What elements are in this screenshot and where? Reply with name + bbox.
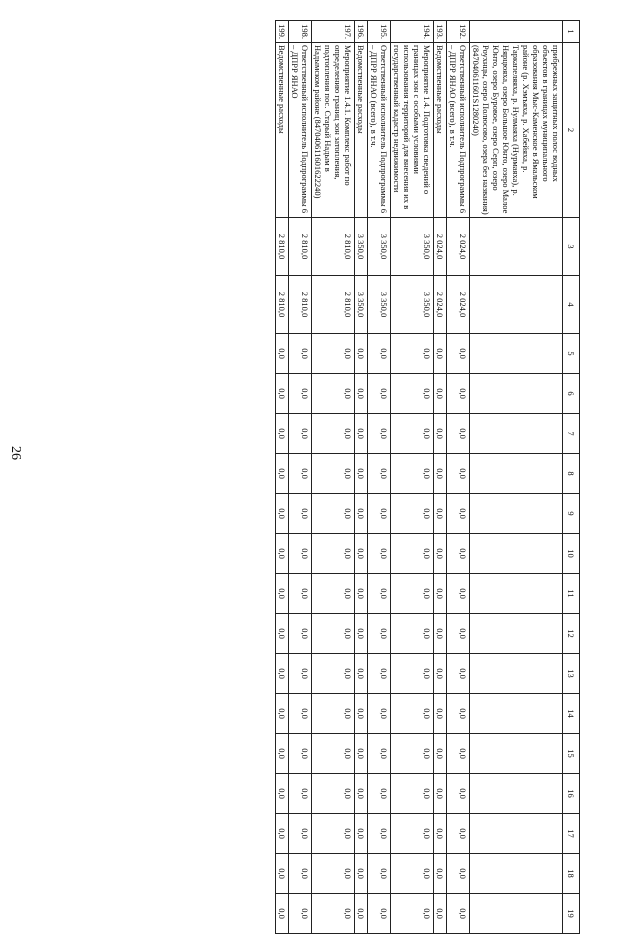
year-value: 0,0: [312, 894, 355, 934]
year-value: 0,0: [276, 654, 289, 694]
year-value: 2 024,0: [434, 276, 447, 334]
column-header: 18: [563, 854, 580, 894]
year-value: 0,0: [355, 494, 368, 534]
year-value: 0,0: [368, 334, 391, 374]
year-value: 0,0: [312, 654, 355, 694]
year-value: 0,0: [276, 734, 289, 774]
year-value: 2 810,0: [312, 276, 355, 334]
row-number: 194.: [391, 21, 434, 43]
year-value: 0,0: [391, 334, 434, 374]
year-value: 0,0: [355, 894, 368, 934]
year-value: 0,0: [447, 694, 470, 734]
page-number: 26: [8, 445, 23, 460]
year-value: 0,0: [434, 334, 447, 374]
column-header: 2: [563, 43, 580, 218]
row-number: 199.: [276, 21, 289, 43]
column-header: 6: [563, 374, 580, 414]
year-value: 0,0: [276, 774, 289, 814]
year-value: 3 350,0: [355, 276, 368, 334]
year-value: 0,0: [276, 334, 289, 374]
year-value: [470, 774, 563, 814]
year-value: 0,0: [391, 774, 434, 814]
year-value: 0,0: [289, 534, 312, 574]
year-value: 0,0: [312, 734, 355, 774]
year-value: 0,0: [391, 814, 434, 854]
year-value: 0,0: [289, 854, 312, 894]
year-value: 0,0: [368, 494, 391, 534]
column-header: 13: [563, 654, 580, 694]
year-value: 0,0: [289, 334, 312, 374]
year-value: 0,0: [434, 734, 447, 774]
year-value: 0,0: [434, 374, 447, 414]
header-row: [563, 21, 580, 934]
year-value: 0,0: [312, 814, 355, 854]
year-value: 0,0: [355, 414, 368, 454]
year-value: 0,0: [312, 574, 355, 614]
year-value: 0,0: [289, 734, 312, 774]
row-description: Ответственный исполнитель Подпрограммы 6 – ДПРР ЯНАО: [289, 43, 312, 218]
year-value: 0,0: [289, 694, 312, 734]
table-row: [355, 21, 368, 934]
row-number: 196.: [355, 21, 368, 43]
year-value: 3 350,0: [391, 276, 434, 334]
year-value: 0,0: [289, 454, 312, 494]
row-number: 195.: [368, 21, 391, 43]
year-value: 0,0: [312, 334, 355, 374]
total-value: 2 810,0: [276, 218, 289, 276]
year-value: 0,0: [434, 894, 447, 934]
row-description: Ответственный исполнитель Подпрограммы 6 – ДПРР ЯНАО (всего), в т.ч.: [447, 43, 470, 218]
column-header: 5: [563, 334, 580, 374]
year-value: 0,0: [276, 694, 289, 734]
year-value: 0,0: [289, 414, 312, 454]
table-row: [312, 21, 355, 934]
year-value: 0,0: [355, 654, 368, 694]
year-value: 0,0: [312, 494, 355, 534]
year-value: 0,0: [289, 774, 312, 814]
year-value: 0,0: [447, 854, 470, 894]
year-value: 3 350,0: [368, 276, 391, 334]
year-value: [470, 734, 563, 774]
year-value: 0,0: [312, 614, 355, 654]
year-value: 0,0: [368, 814, 391, 854]
total-value: 3 350,0: [391, 218, 434, 276]
year-value: 0,0: [368, 574, 391, 614]
year-value: 2 810,0: [289, 276, 312, 334]
year-value: 0,0: [355, 814, 368, 854]
year-value: [470, 454, 563, 494]
year-value: 0,0: [434, 614, 447, 654]
year-value: 0,0: [289, 814, 312, 854]
year-value: 0,0: [434, 854, 447, 894]
year-value: 0,0: [312, 454, 355, 494]
year-value: 0,0: [391, 734, 434, 774]
year-value: 0,0: [276, 574, 289, 614]
year-value: 0,0: [355, 774, 368, 814]
year-value: 0,0: [312, 414, 355, 454]
year-value: 0,0: [355, 734, 368, 774]
year-value: 0,0: [276, 534, 289, 574]
row-number: 192.: [447, 21, 470, 43]
year-value: 0,0: [368, 654, 391, 694]
year-value: 0,0: [368, 454, 391, 494]
year-value: 0,0: [289, 374, 312, 414]
year-value: 0,0: [368, 374, 391, 414]
year-value: 0,0: [447, 894, 470, 934]
year-value: 0,0: [276, 494, 289, 534]
year-value: 0,0: [289, 654, 312, 694]
year-value: 0,0: [355, 694, 368, 734]
row-number: 193.: [434, 21, 447, 43]
year-value: 0,0: [355, 614, 368, 654]
year-value: 0,0: [447, 374, 470, 414]
year-value: 0,0: [391, 574, 434, 614]
year-value: 0,0: [289, 614, 312, 654]
year-value: 0,0: [434, 814, 447, 854]
year-value: [470, 654, 563, 694]
year-value: 0,0: [276, 854, 289, 894]
row-description: Мероприятие 1.4. Подготовка сведений о границах зон с особыми условиями использования территорий для внесения их в государственный кадастр недвижимости: [391, 43, 434, 218]
year-value: 0,0: [355, 574, 368, 614]
year-value: [470, 494, 563, 534]
column-header: 9: [563, 494, 580, 534]
year-value: [470, 574, 563, 614]
year-value: 0,0: [434, 494, 447, 534]
total-value: [470, 218, 563, 276]
table-row: [470, 21, 563, 934]
year-value: 0,0: [391, 414, 434, 454]
row-number: 197.: [312, 21, 355, 43]
year-value: 0,0: [434, 574, 447, 614]
year-value: 0,0: [368, 694, 391, 734]
year-value: 0,0: [355, 334, 368, 374]
column-header: 1: [563, 21, 580, 43]
column-header: 16: [563, 774, 580, 814]
year-value: 0,0: [447, 574, 470, 614]
year-value: 0,0: [312, 854, 355, 894]
row-description: Ведомственные расходы: [434, 43, 447, 218]
year-value: 0,0: [391, 654, 434, 694]
column-header: 17: [563, 814, 580, 854]
year-value: 0,0: [355, 454, 368, 494]
table-row: [368, 21, 391, 934]
year-value: 0,0: [447, 614, 470, 654]
column-header: 3: [563, 218, 580, 276]
year-value: [470, 276, 563, 334]
table-row: [434, 21, 447, 934]
row-description: Мероприятие 1.4.1. Комплекс работ по определению границ зон затопления, подтопления пос. Старый Надым в Надымском районе (847040611601622240): [312, 43, 355, 218]
year-value: 0,0: [368, 854, 391, 894]
table-row: [276, 21, 289, 934]
year-value: 0,0: [391, 494, 434, 534]
total-value: 2 024,0: [447, 218, 470, 276]
year-value: 0,0: [434, 414, 447, 454]
year-value: [470, 894, 563, 934]
column-header: 15: [563, 734, 580, 774]
year-value: 0,0: [312, 774, 355, 814]
year-value: 0,0: [434, 454, 447, 494]
year-value: 0,0: [355, 854, 368, 894]
table-body: [276, 21, 580, 934]
year-value: [470, 694, 563, 734]
year-value: [470, 614, 563, 654]
column-header: 7: [563, 414, 580, 454]
total-value: 3 350,0: [368, 218, 391, 276]
total-value: 2 024,0: [434, 218, 447, 276]
year-value: 0,0: [391, 454, 434, 494]
year-value: 0,0: [355, 534, 368, 574]
column-header: 14: [563, 694, 580, 734]
year-value: 0,0: [391, 694, 434, 734]
column-header: 11: [563, 574, 580, 614]
row-description: Ведомственные расходы: [355, 43, 368, 218]
year-value: 0,0: [368, 414, 391, 454]
year-value: [470, 414, 563, 454]
year-value: 0,0: [434, 774, 447, 814]
year-value: 0,0: [368, 774, 391, 814]
year-value: 0,0: [447, 814, 470, 854]
year-value: 0,0: [447, 414, 470, 454]
year-value: 0,0: [312, 694, 355, 734]
year-value: 0,0: [368, 534, 391, 574]
row-description: Ведомственные расходы: [276, 43, 289, 218]
year-value: 0,0: [391, 894, 434, 934]
column-header: 4: [563, 276, 580, 334]
total-value: 2 810,0: [312, 218, 355, 276]
year-value: 0,0: [289, 574, 312, 614]
year-value: 0,0: [434, 694, 447, 734]
year-value: 0,0: [276, 414, 289, 454]
total-value: 2 810,0: [289, 218, 312, 276]
row-number: [470, 21, 563, 43]
year-value: 0,0: [447, 494, 470, 534]
year-value: 0,0: [447, 734, 470, 774]
year-value: 0,0: [355, 374, 368, 414]
column-header: 10: [563, 534, 580, 574]
year-value: [470, 334, 563, 374]
year-value: 0,0: [447, 334, 470, 374]
total-value: 3 350,0: [355, 218, 368, 276]
year-value: 0,0: [276, 814, 289, 854]
budget-table: [275, 20, 580, 934]
year-value: 0,0: [391, 614, 434, 654]
table-row: [289, 21, 312, 934]
year-value: 0,0: [276, 374, 289, 414]
year-value: 0,0: [368, 614, 391, 654]
year-value: [470, 534, 563, 574]
year-value: 0,0: [289, 494, 312, 534]
column-header: 8: [563, 454, 580, 494]
year-value: [470, 374, 563, 414]
column-header: 19: [563, 894, 580, 934]
year-value: [470, 814, 563, 854]
year-value: 2 024,0: [447, 276, 470, 334]
column-header: 12: [563, 614, 580, 654]
year-value: [470, 854, 563, 894]
table-row: [391, 21, 434, 934]
year-value: 0,0: [447, 534, 470, 574]
year-value: 0,0: [447, 454, 470, 494]
year-value: 0,0: [312, 374, 355, 414]
year-value: 0,0: [447, 654, 470, 694]
table-row: [447, 21, 470, 934]
year-value: 0,0: [447, 774, 470, 814]
year-value: 0,0: [276, 894, 289, 934]
page-number-area: [0, 0, 30, 905]
year-value: 2 810,0: [276, 276, 289, 334]
year-value: 0,0: [434, 654, 447, 694]
year-value: 0,0: [289, 894, 312, 934]
year-value: 0,0: [312, 534, 355, 574]
year-value: 0,0: [276, 454, 289, 494]
year-value: 0,0: [391, 854, 434, 894]
year-value: 0,0: [368, 734, 391, 774]
year-value: 0,0: [434, 534, 447, 574]
year-value: 0,0: [391, 534, 434, 574]
year-value: 0,0: [391, 374, 434, 414]
year-value: 0,0: [276, 614, 289, 654]
row-description: прибрежных защитных полос водных объектов в границах муниципального образования Мыс-Каменское в Ямальском районе (р. Хэмъяха, р. Хабейяха, р. Таркапеляяха, р. Нулмаяха (Нурмаяха), р. Нярцюяха, озеро Большое Юнто, озеро Малое Юнто, озеро Буровое, озеро Серп, озеро Роухнцы, озеро Полюсово, озера без названия) (847040611601S1280240): [470, 43, 563, 218]
row-description: Ответственный исполнитель Подпрограммы 6 – ДПРР ЯНАО (всего), в т.ч.: [368, 43, 391, 218]
row-number: 198.: [289, 21, 312, 43]
year-value: 0,0: [368, 894, 391, 934]
budget-table-rotated: [70, 20, 580, 919]
